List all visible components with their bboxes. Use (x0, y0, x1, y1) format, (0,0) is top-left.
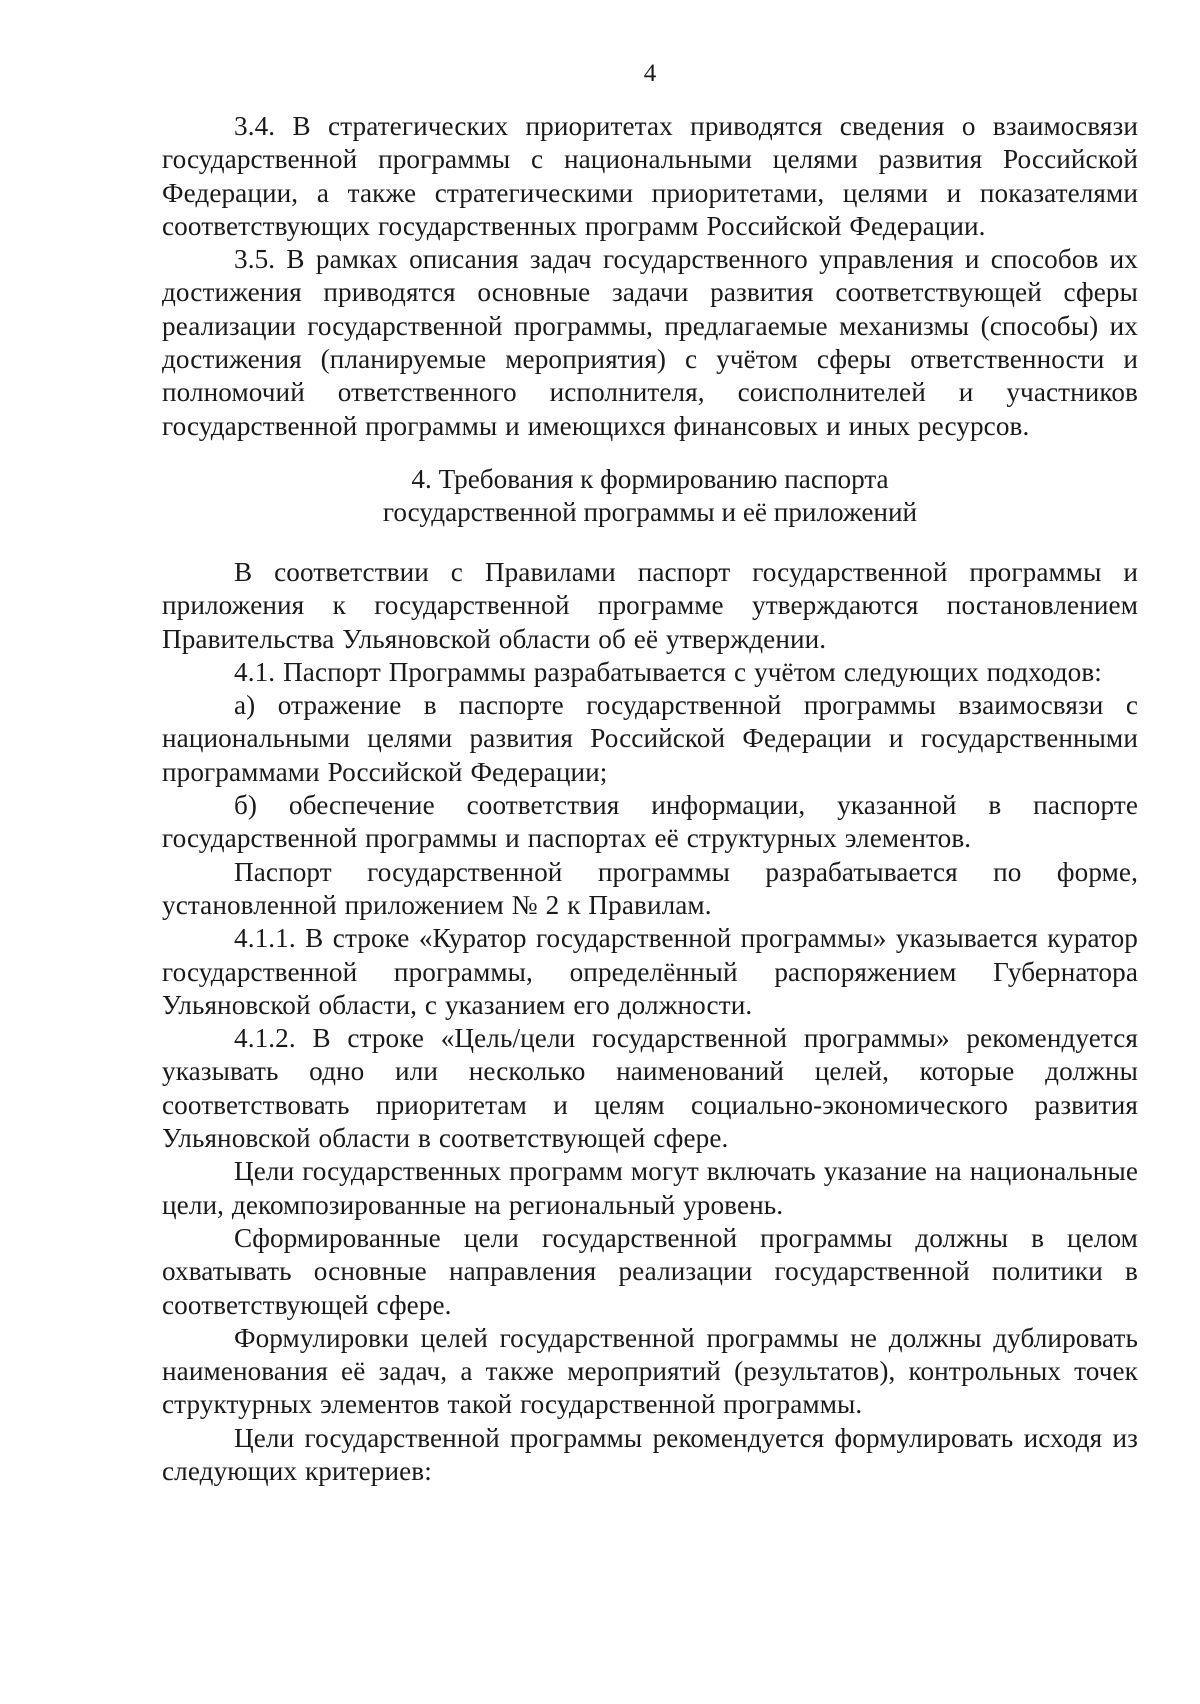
paragraph-3-4: 3.4. В стратегических приоритетах приводятся сведения о взаимосвязи государственной программы с национальными целями развития Российской Федерации, а также стратегическими приоритетами, целями и показателями соответствующих государственных программ Российской Федерации. (162, 111, 1138, 241)
paragraph-passport-form: Паспорт государственной программы разрабатывается по форме, установленной приложением № 2 к Правилам. (162, 856, 1138, 920)
paragraph-4-1-1: 4.1.1. В строке «Куратор государственной программы» указывается куратор государственной программы, определённый распоряжением Губернатора Ульяновской области, с указанием его должности. (162, 923, 1138, 1020)
paragraph-4-1-2: 4.1.2. В строке «Цель/цели государственной программы» рекомендуется указывать одно или несколько наименований целей, которые должны соответствовать приоритетам и целям социально-экономического развития Ульяновской области в соответствующей сфере. (162, 1023, 1138, 1154)
paragraph-goals-wording: Формулировки целей государственной программы не должны дублировать наименования её задач, а также мероприятий (результатов), контрольных точек структурных элементов такой государственной программы. (162, 1322, 1138, 1420)
document-page (162, 58, 1138, 1488)
section-heading (162, 463, 1138, 530)
paragraph-4-1: 4.1. Паспорт Программы разрабатывается с учётом следующих подходов: (234, 656, 1102, 687)
page-number: 4 (643, 60, 657, 87)
paragraph-goals-national: Цели государственных программ могут включать указание на национальные цели, декомпозированные на региональный уровень. (162, 1156, 1138, 1220)
section-heading-line-2: государственной программы и её приложений (382, 497, 918, 528)
paragraph-item-a: а) отражение в паспорте государственной программы взаимосвязи с национальными целями развития Российской Федерации и государственными программами Российской Федерации; (162, 690, 1138, 787)
paragraph-3-5: 3.5. В рамках описания задач государственного управления и способов их достижения приводятся основные задачи развития соответствующей сферы реализации государственной программы, предлагаемые механизмы (способы) их достижения (планируемые мероприятия) с учётом сферы ответственности и полномочий ответственного исполнителя, соисполнителей и участников государственной программы и имеющихся финансовых и иных ресурсов. (162, 244, 1138, 441)
paragraph-item-b: б) обеспечение соответствия информации, указанной в паспорте государственной программы и паспортах её структурных элементов. (162, 790, 1138, 854)
section-heading-line-1: 4. Требования к формированию паспорта (411, 463, 889, 494)
paragraph-intro: В соответствии с Правилами паспорт государственной программы и приложения к государственной программе утверждаются постановлением Правительства Ульяновской области об её утверждении. (162, 556, 1138, 654)
paragraph-goals-criteria: Цели государственной программы рекомендуется формулировать исходя из следующих критериев: (162, 1422, 1138, 1486)
paragraph-goals-coverage: Сформированные цели государственной программы должны в целом охватывать основные направления реализации государственной политики в соответствующей сфере. (162, 1222, 1138, 1320)
